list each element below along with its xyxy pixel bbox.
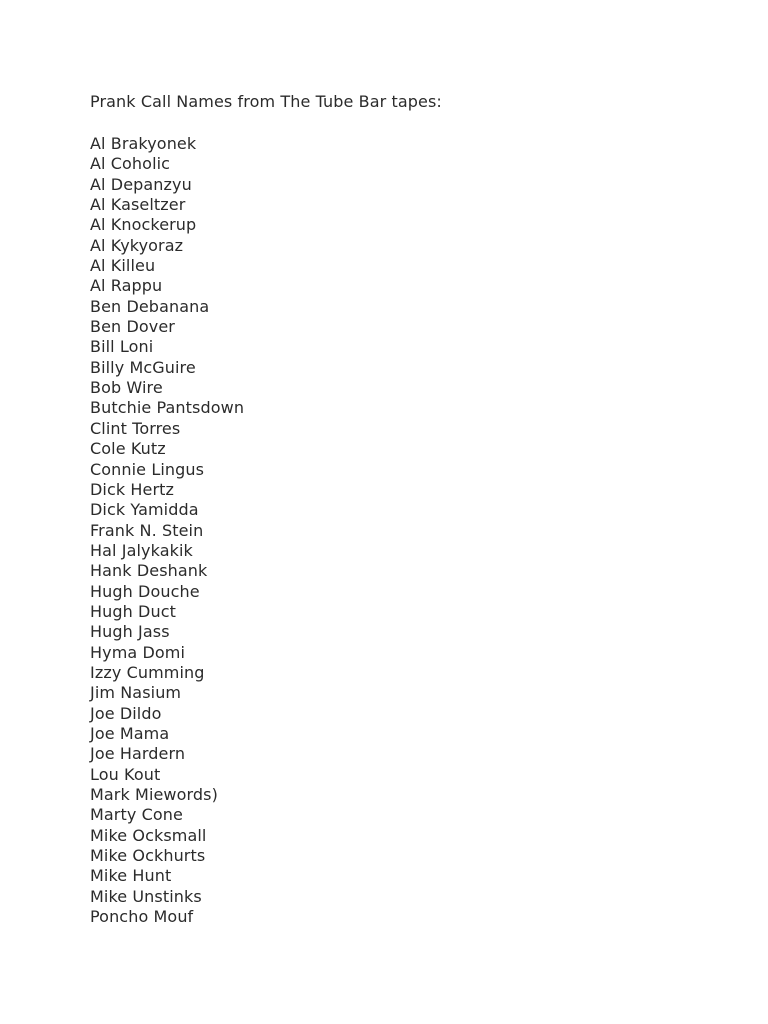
list-item: Al Brakyonek xyxy=(90,134,197,153)
list-item: Hugh Jass xyxy=(90,622,170,642)
list-item: Hyma Domi xyxy=(90,642,186,662)
list-item: Ben Dover xyxy=(90,317,175,337)
list-item: Joe Mama xyxy=(90,723,170,743)
list-item: Al Killeu xyxy=(90,256,156,276)
name-list xyxy=(90,134,244,927)
list-item: Hal Jalykakik xyxy=(90,540,193,560)
list-item: Al Kaseltzer xyxy=(90,195,186,215)
list-item: Mike Hunt xyxy=(90,866,172,886)
list-item: Hugh Douche xyxy=(90,581,200,601)
list-item: Bob Wire xyxy=(90,378,163,398)
list-item: Al Depanzyu xyxy=(90,174,192,194)
list-item: Hank Deshank xyxy=(90,561,208,581)
list-item: Billy McGuire xyxy=(90,357,196,377)
list-item: Connie Lingus xyxy=(90,459,205,479)
list-item: Clint Torres xyxy=(90,418,181,438)
list-item: Bill Loni xyxy=(90,337,154,357)
list-item: Marty Cone xyxy=(90,805,183,825)
list-item: Ben Debanana xyxy=(90,296,210,316)
document-title: Prank Call Names from The Tube Bar tapes: xyxy=(90,92,442,111)
list-item: Lou Kout xyxy=(90,764,161,784)
list-item: Poncho Mouf xyxy=(90,907,194,927)
list-item: Mike Ockhurts xyxy=(90,846,206,866)
list-item: Joe Hardern xyxy=(90,744,186,764)
list-item: Jim Nasium xyxy=(90,683,182,703)
list-item: Al Knockerup xyxy=(90,215,197,235)
list-item: Mike Unstinks xyxy=(90,886,202,906)
list-item: Butchie Pantsdown xyxy=(90,398,245,418)
list-item: Al Rappu xyxy=(90,276,163,296)
list-item: Frank N. Stein xyxy=(90,520,204,540)
list-item: Al Coholic xyxy=(90,154,171,174)
list-item: Joe Dildo xyxy=(90,703,162,723)
list-item: Izzy Cumming xyxy=(90,662,205,682)
list-item: Mark Miewords) xyxy=(90,785,218,804)
list-item: Dick Yamidda xyxy=(90,500,199,520)
list-item: Hugh Duct xyxy=(90,601,176,621)
list-item: Al Kykyoraz xyxy=(90,235,184,255)
list-item: Mike Ocksmall xyxy=(90,825,207,845)
list-item: Cole Kutz xyxy=(90,439,166,459)
list-item: Dick Hertz xyxy=(90,479,175,499)
